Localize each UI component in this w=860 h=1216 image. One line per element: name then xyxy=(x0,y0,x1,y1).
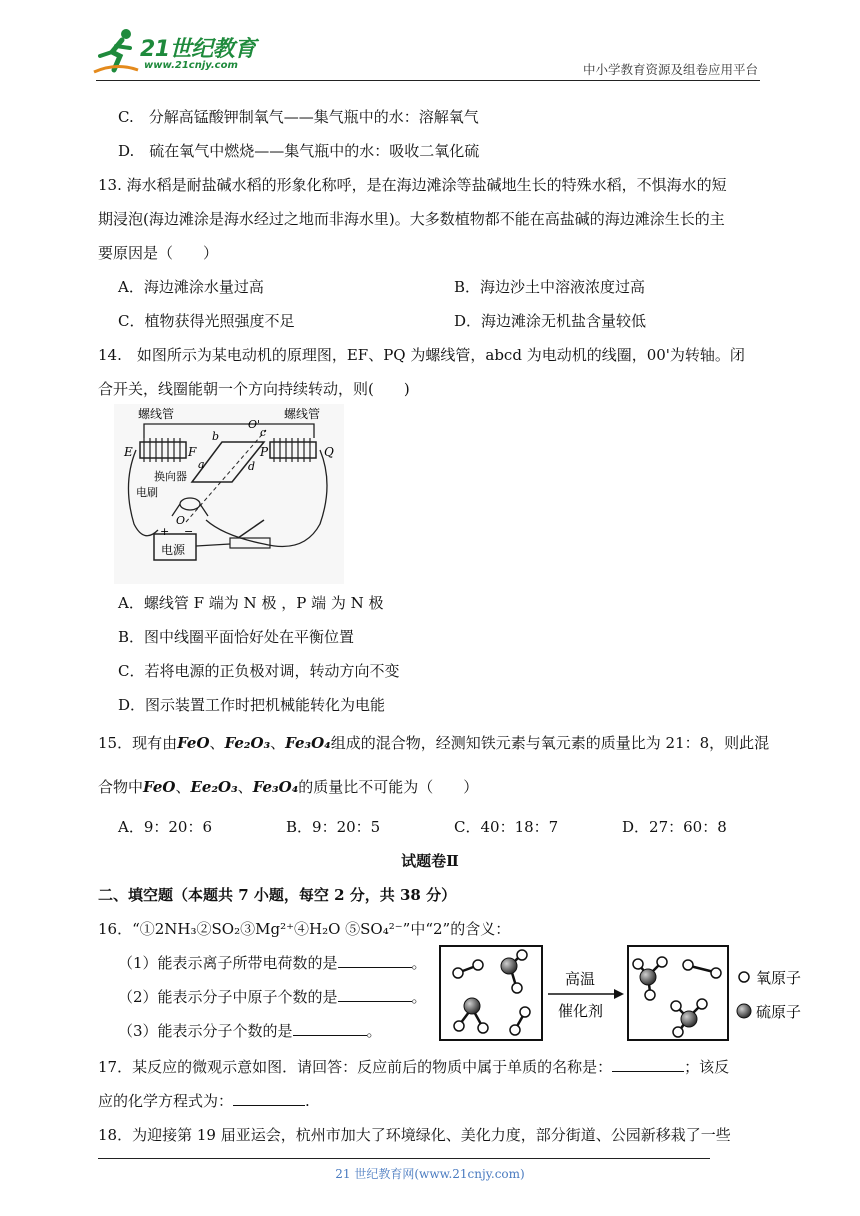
reaction-diagram xyxy=(438,944,818,1044)
formula-feo: FeO xyxy=(177,734,210,752)
answer-blank[interactable] xyxy=(612,1057,684,1072)
legend-sulfur: 硫原子 xyxy=(756,1003,802,1021)
logo-brand-text: 21世纪教育 xyxy=(140,37,256,62)
paper-two-title: 试题卷Ⅱ xyxy=(401,852,459,870)
q18-line1: 18．为迎接第 19 届亚运会，杭州市加大了环境绿化、美化力度，部分街道、公园新移栽了一些 xyxy=(98,1126,731,1144)
label-commutator: 换向器 xyxy=(154,470,187,483)
q16-part2 xyxy=(118,986,427,1007)
q13-option-b: B．海边沙土中溶液浓度过高 xyxy=(454,278,646,296)
answer-blank[interactable] xyxy=(338,953,412,968)
q17-line1-text: 17．某反应的微观示意如图．请回答：反应前后的物质中属于单质的名称是： xyxy=(98,1058,613,1076)
label-o: O xyxy=(176,514,186,527)
label-plus: + xyxy=(160,525,170,538)
label-d: d xyxy=(248,460,256,473)
q16-part1-text: （1）能表示离子所带电荷数的是 xyxy=(118,954,338,972)
q15-line2-suffix: 的质量比不可能为（ ） xyxy=(298,778,479,796)
period: 。 xyxy=(366,1022,382,1040)
label-a: a xyxy=(198,458,205,471)
q12-option-d: D. 硫在氧气中燃烧——集气瓶中的水：吸收二氧化硫 xyxy=(118,142,480,160)
label-p: P xyxy=(260,445,269,459)
condition-catalyst: 催化剂 xyxy=(558,1002,604,1020)
q15-line1-suffix: 组成的混合物，经测知铁元素与氧元素的质量比为 21：8，则此混 xyxy=(330,734,770,752)
motor-diagram xyxy=(114,404,344,584)
q15-sep: 、 xyxy=(237,778,253,796)
label-power: 电源 xyxy=(161,543,186,557)
q15-option-c: C．40：18：7 xyxy=(454,818,559,836)
q16-stem: 16．“①2NH₃②SO₂③Mg²⁺④H₂O ⑤SO₄²⁻”中“2”的含义： xyxy=(98,920,511,938)
q15-sep: 、 xyxy=(209,734,225,752)
q13-stem-line2: 期浸泡(海边滩涂是海水经过之地而非海水里)。大多数植物都不能在高盐碱的海边滩涂生长的主 xyxy=(98,210,725,228)
label-q: Q xyxy=(324,445,334,459)
q13-stem-line1: 13. 海水稻是耐盐碱水稻的形象化称呼，是在海边滩涂等盐碱地生长的特殊水稻，不惧海水的短 xyxy=(98,176,727,194)
q15-stem-line1 xyxy=(98,732,769,753)
header-platform-text: 中小学教育资源及组卷应用平台 xyxy=(582,62,758,77)
q13-option-c: C．植物获得光照强度不足 xyxy=(118,312,295,330)
q14-stem-line2: 合开关，线圈能朝一个方向持续转动，则( ) xyxy=(98,380,410,398)
q13-option-a: A．海边滩涂水量过高 xyxy=(118,278,264,296)
q17-line1-suffix: ；该反 xyxy=(684,1058,730,1076)
q15-sep: 、 xyxy=(270,734,286,752)
q15-option-d: D．27：60：8 xyxy=(622,818,727,836)
q15-line1-prefix: 15．现有由 xyxy=(98,734,178,752)
q14-stem-line1: 14. 如图所示为某电动机的原理图，EF、PQ 为螺线管，abcd 为电动机的线圈，00'为转轴。闭 xyxy=(98,346,745,364)
q14-option-c: C．若将电源的正负极对调，转动方向不变 xyxy=(118,662,400,680)
q14-option-a: A．螺线管 F 端为 N 极 ，P 端 为 N 极 xyxy=(118,594,384,612)
label-f: F xyxy=(188,445,197,459)
q17-line2-suffix: . xyxy=(305,1092,310,1110)
sulfur-atom-icon xyxy=(737,1004,751,1018)
formula-feo: FeO xyxy=(143,778,176,796)
formula-fe2o3: Fe₂O₃ xyxy=(224,734,271,752)
label-o-prime: O' xyxy=(248,418,261,431)
period: 。 xyxy=(411,954,427,972)
q15-option-b: B．9：20：5 xyxy=(286,818,381,836)
q16-part2-text: （2）能表示分子中原子个数的是 xyxy=(118,988,338,1006)
oxygen-atom-icon xyxy=(739,972,749,982)
q13-option-d: D．海边滩涂无机盐含量较低 xyxy=(454,312,647,330)
q15-sep: 、 xyxy=(175,778,191,796)
q16-part1 xyxy=(118,952,427,973)
q15-line2-prefix: 合物中 xyxy=(98,778,144,796)
legend-oxygen: 氧原子 xyxy=(756,969,802,987)
section-two-title: 二、填空题（本题共 7 小题，每空 2 分，共 38 分） xyxy=(98,886,457,904)
q12-option-c: C. 分解高锰酸钾制氧气——集气瓶中的水：溶解氧气 xyxy=(118,108,479,126)
q14-option-d: D．图示装置工作时把机械能转化为电能 xyxy=(118,696,386,714)
period: 。 xyxy=(411,988,427,1006)
q14-option-b: B．图中线圈平面恰好处在平衡位置 xyxy=(118,628,355,646)
answer-blank[interactable] xyxy=(293,1021,367,1036)
site-logo xyxy=(92,26,272,82)
answer-blank[interactable] xyxy=(233,1091,305,1106)
header-divider xyxy=(96,80,760,81)
answer-blank[interactable] xyxy=(338,987,412,1002)
logo-url-text: www.21cnjy.com xyxy=(144,60,238,71)
condition-high-temp: 高温 xyxy=(565,970,596,988)
runner-logo-icon xyxy=(92,26,140,78)
q17-line1 xyxy=(98,1056,729,1077)
label-e: E xyxy=(124,445,133,459)
label-c: c xyxy=(260,426,267,439)
formula-fe3o4: Fe₃O₄ xyxy=(285,734,331,752)
q15-stem-line2 xyxy=(98,776,478,797)
formula-ee2o3: Ee₂O₃ xyxy=(190,778,238,796)
q15-option-a: A．9：20：6 xyxy=(118,818,213,836)
q16-part3 xyxy=(118,1020,382,1041)
q13-stem-line3: 要原因是（ ） xyxy=(98,244,219,262)
label-b: b xyxy=(212,430,220,443)
label-minus: − xyxy=(184,525,194,538)
formula-fe3o4: Fe₃O₄ xyxy=(252,778,299,796)
label-brush: 电刷 xyxy=(136,486,158,499)
label-right-coil: 螺线管 xyxy=(284,407,321,421)
footer-divider xyxy=(98,1158,710,1159)
q17-line2-text: 应的化学方程式为： xyxy=(98,1092,234,1110)
q17-line2 xyxy=(98,1090,310,1111)
label-left-coil: 螺线管 xyxy=(138,407,175,421)
q16-part3-text: （3）能表示分子个数的是 xyxy=(118,1022,293,1040)
footer-site-text[interactable]: 21 世纪教育网(www.21cnjy.com) xyxy=(335,1167,525,1181)
